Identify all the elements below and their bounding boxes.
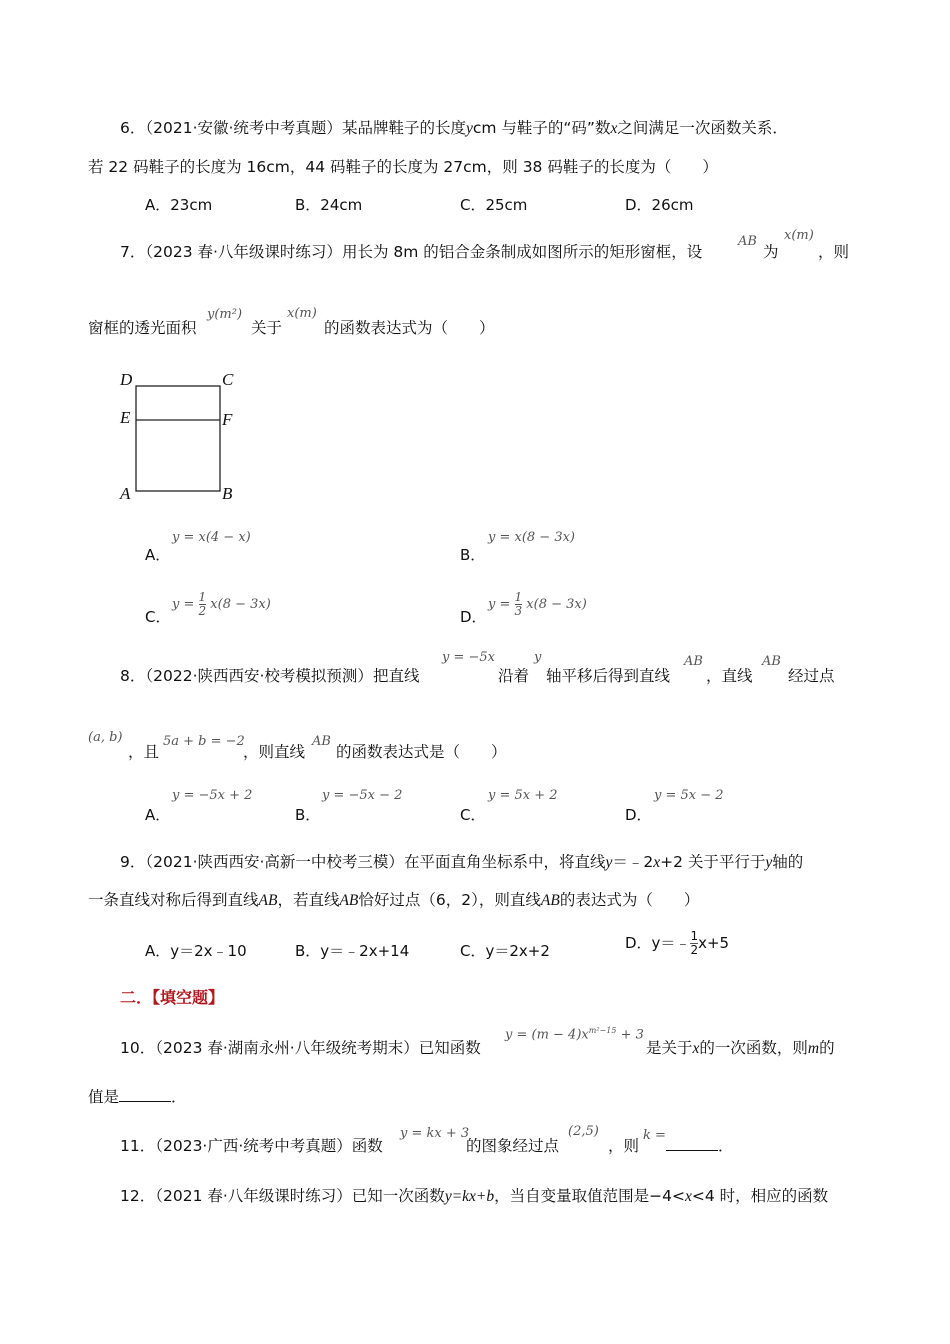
q9-option-b: B．y＝﹣2x+14	[295, 942, 410, 960]
q8-line1-text: 8．（2022·陕西西安·校考模拟预测）把直线	[120, 667, 420, 685]
q8-option-a-expr: y = −5x + 2	[172, 788, 253, 803]
q8-math-point: (a, b)	[88, 730, 123, 745]
q7-math-xm2: x(m)	[287, 306, 317, 321]
label-b: B	[222, 484, 233, 503]
q7-line2-c: 的函数表达式为（ ）	[324, 319, 495, 337]
window-frame-figure	[110, 366, 250, 506]
q8-word-and: ，且	[128, 743, 160, 761]
q11-math-k: k =	[643, 1128, 666, 1143]
q7-line2-a: 窗框的透光面积	[88, 319, 197, 337]
q8-math-ab3: AB	[312, 734, 331, 749]
label-e: E	[120, 408, 131, 427]
label-a: A	[120, 484, 131, 503]
q7-math-ym2: y(m²)	[207, 307, 243, 322]
label-d: D	[120, 370, 133, 389]
q10-line1-text: 10．（2023 春·湖南永州·八年级统考期末）已知函数	[120, 1039, 481, 1057]
q8-word-line: ，直线	[706, 667, 753, 685]
q6-option-a: A．23cm	[145, 196, 213, 214]
q6-line2: 若 22 码鞋子的长度为 16cm，44 码鞋子的长度为 27cm，则 38 码鞋子的长度为（ ）	[88, 158, 718, 176]
q7-line1-text: 7．（2023 春·八年级课时练习）用长为 8m 的铝合金条制成如图所示的矩形窗框，设	[120, 243, 703, 261]
q8-word-axis: 轴平移后得到直线	[546, 667, 671, 685]
q10-math-func: $y = (m - 4)x^{m^2-15} + 3$	[505, 1026, 644, 1043]
q7-math-ab: AB	[738, 234, 757, 249]
q7-option-c-expr: y = $\frac{1}{2}$ x(8 − 3x)	[172, 590, 271, 618]
q8-math-ab2: AB	[762, 654, 781, 669]
q7-word-ze: ，则	[818, 243, 850, 261]
q11-word-then: ，则	[608, 1137, 640, 1155]
q9-line1: 9．（2021·陕西西安·高新一中校考三模）在平面直角坐标系中，将直线y＝﹣2x+2 关于平行于y轴的	[120, 853, 804, 871]
q8-word-then: ，则直线	[243, 743, 306, 761]
q11-word-graph: 的图象经过点	[466, 1137, 560, 1155]
q8-math-y: y	[534, 650, 542, 665]
q6-option-d: D．26cm	[625, 196, 694, 214]
q11-answer-blank[interactable]	[666, 1136, 718, 1151]
q7-word-wei: 为	[763, 243, 779, 261]
q8-option-a-label: A．	[145, 806, 171, 824]
q8-word-through: 经过点	[788, 667, 835, 685]
q8-word-expr: 的函数表达式是（ ）	[336, 743, 507, 761]
q8-option-c-expr: y = 5x + 2	[488, 788, 558, 803]
q6-option-b: B．24cm	[295, 196, 363, 214]
q7-option-d-expr: y = $\frac{1}{3}$ x(8 − 3x)	[488, 590, 587, 618]
q8-math-ab1: AB	[684, 654, 703, 669]
q10-line1-rest: 是关于x的一次函数，则m的	[646, 1039, 835, 1057]
q8-option-d-label: D．	[625, 806, 652, 824]
q11-math-point: (2,5)	[568, 1124, 599, 1139]
q8-math-line: y = −5x	[442, 650, 495, 665]
label-c: C	[222, 370, 234, 389]
q9-option-d: D．y＝﹣ $\frac{1}{2}$ x+5	[625, 929, 730, 957]
q9-line2: 一条直线对称后得到直线AB，若直线AB恰好过点（6，2），则直线AB的表达式为（ ）	[88, 891, 700, 909]
q7-option-a-label: A．	[145, 546, 171, 564]
window-rectangle	[136, 386, 220, 491]
q7-option-a-expr: y = x(4 − x)	[172, 530, 251, 545]
q8-word-along: 沿着	[498, 667, 530, 685]
q7-math-xm: x(m)	[784, 228, 814, 243]
q7-line2-b: 关于	[251, 319, 283, 337]
q7-option-b-expr: y = x(8 − 3x)	[488, 530, 576, 545]
q8-option-d-expr: y = 5x − 2	[654, 788, 724, 803]
q9-option-c: C．y＝2x+2	[460, 942, 550, 960]
q8-option-c-label: C．	[460, 806, 486, 824]
q11-math-func: y = kx + 3	[400, 1126, 470, 1141]
q7-option-d-label: D．	[460, 608, 487, 626]
q6-option-c: C．25cm	[460, 196, 528, 214]
section-fill-in-title: 二．【填空题】	[120, 988, 225, 1007]
q6-line1: 6．（2021·安徽·统考中考真题）某品牌鞋子的长度ycm 与鞋子的“码”数x之间满足一次函数关系．	[120, 119, 788, 137]
q12-line1: 12．（2021 春·八年级课时练习）已知一次函数y=kx+b，当自变量取值范围是−4<x<4 时，相应的函数	[120, 1187, 829, 1205]
q11-blank-wrap: ．	[666, 1136, 734, 1156]
label-f: F	[222, 410, 233, 429]
q10-line2: 值是 ．	[88, 1088, 187, 1106]
q10-answer-blank[interactable]	[119, 1087, 171, 1102]
q7-option-c-label: C．	[145, 608, 171, 626]
q7-option-b-label: B．	[460, 546, 486, 564]
q8-option-b-expr: y = −5x − 2	[322, 788, 403, 803]
q11-line-text: 11．（2023·广西·统考中考真题）函数	[120, 1137, 383, 1155]
q9-option-a: A．y＝2x﹣10	[145, 942, 247, 960]
q8-math-cond: 5a + b = −2	[163, 734, 245, 749]
q8-option-b-label: B．	[295, 806, 321, 824]
